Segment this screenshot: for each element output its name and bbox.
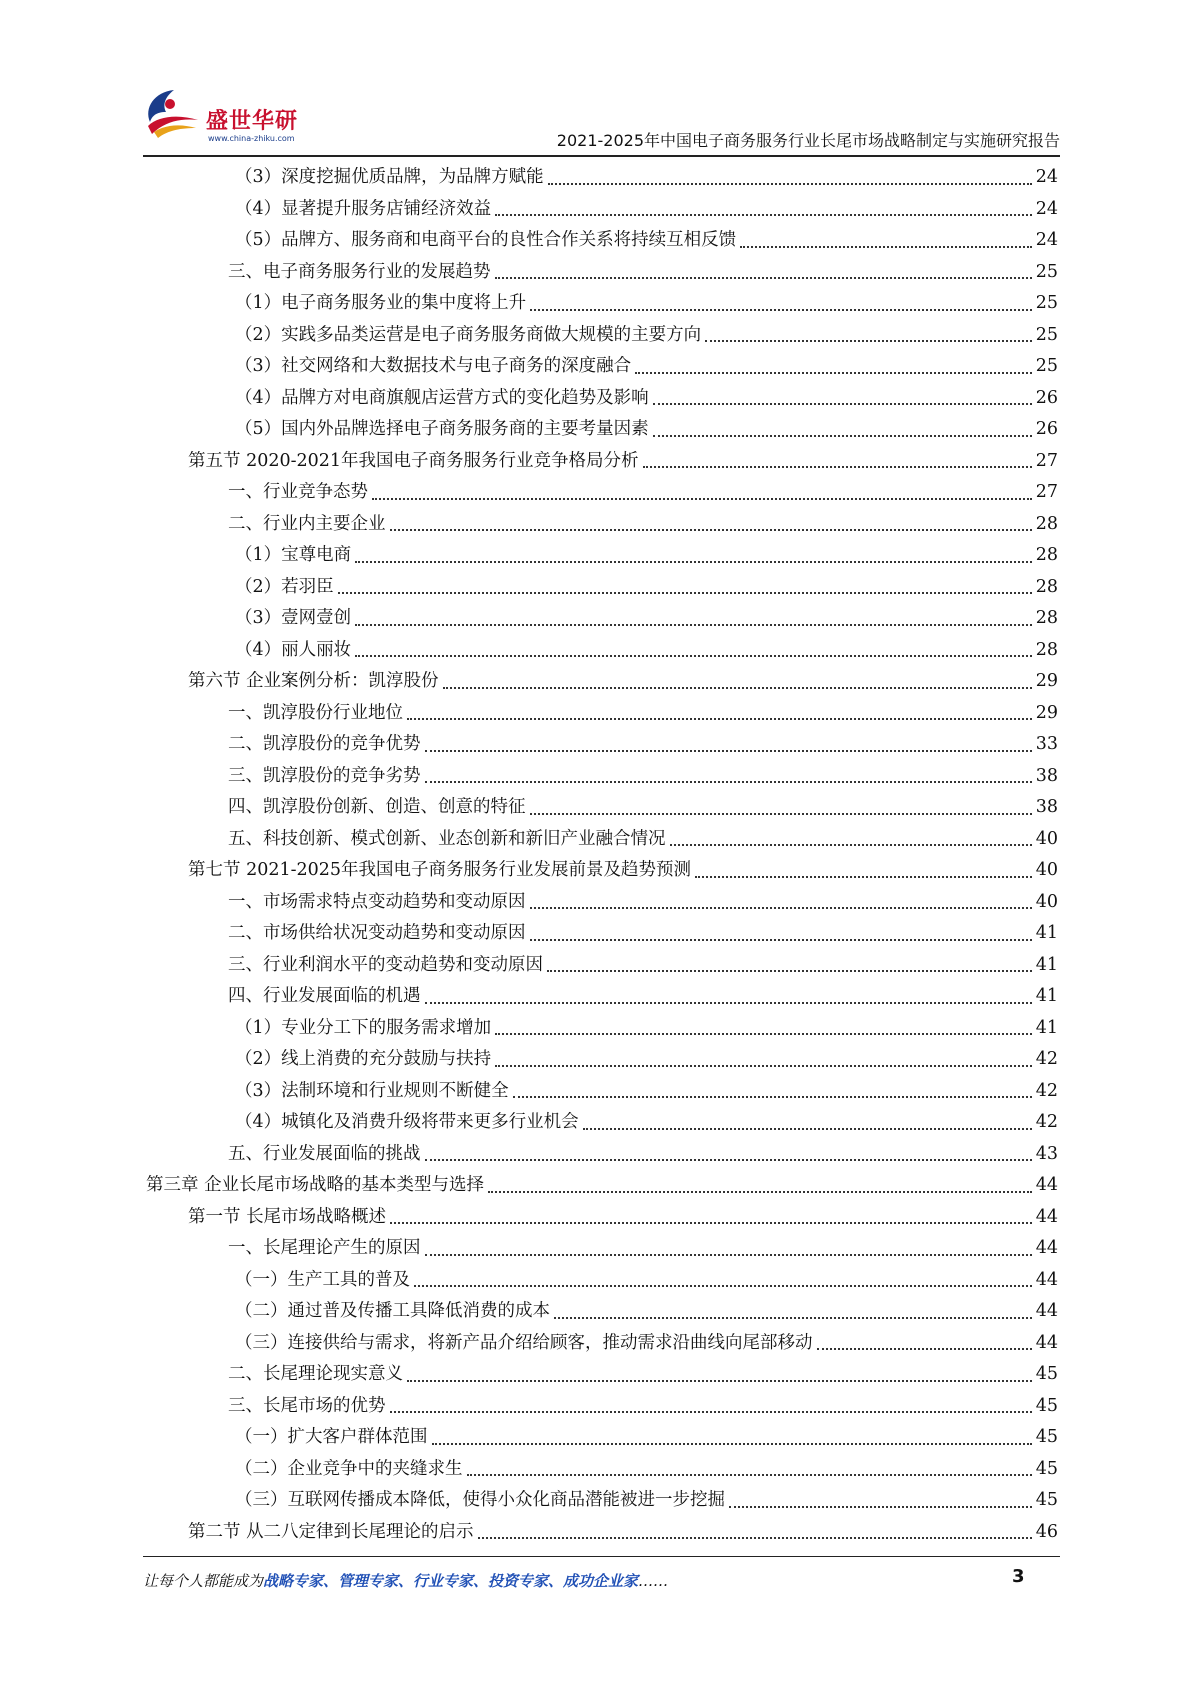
toc-entry[interactable] bbox=[146, 1359, 1058, 1391]
footer-prefix: 让每个人都能成为 bbox=[143, 1572, 264, 1590]
toc-entry[interactable] bbox=[146, 1391, 1058, 1423]
toc-entry[interactable] bbox=[146, 1139, 1058, 1171]
toc-leader-dots bbox=[695, 876, 1032, 878]
toc-leader-dots bbox=[443, 687, 1032, 689]
toc-entry-page: 46 bbox=[1035, 1521, 1058, 1542]
toc-entry-title: 四、行业发展面临的机遇 bbox=[228, 986, 421, 1006]
toc-entry-title: （3）深度挖掘优质品牌，为品牌方赋能 bbox=[235, 167, 544, 187]
toc-leader-dots bbox=[740, 246, 1032, 248]
toc-entry-page: 41 bbox=[1035, 954, 1058, 975]
toc-entry-title: （3）社交网络和大数据技术与电子商务的深度融合 bbox=[235, 356, 632, 376]
toc-leader-dots bbox=[495, 1065, 1032, 1067]
toc-entry-page: 28 bbox=[1035, 608, 1058, 628]
toc-entry-title: 四、凯淳股份创新、创造、创意的特征 bbox=[228, 797, 526, 817]
footer-suffix: …… bbox=[638, 1572, 669, 1590]
toc-leader-dots bbox=[548, 183, 1032, 185]
toc-entry[interactable] bbox=[146, 383, 1058, 415]
toc-entry-page: 45 bbox=[1035, 1490, 1058, 1510]
toc-entry-title: （三）连接供给与需求，将新产品介绍给顾客，推动需求沿曲线向尾部移动 bbox=[235, 1332, 813, 1353]
toc-entry-title: （1）专业分工下的服务需求增加 bbox=[235, 1017, 492, 1038]
toc-entry-page: 33 bbox=[1035, 734, 1058, 754]
toc-entry[interactable] bbox=[146, 603, 1058, 635]
document-title: 2021-2025年中国电子商务服务行业长尾市场战略制定与实施研究报告 bbox=[556, 131, 1060, 150]
toc-entry-page: 28 bbox=[1035, 576, 1058, 597]
toc-entry-title: （5）品牌方、服务商和电商平台的良性合作关系将持续互相反馈 bbox=[235, 230, 737, 250]
toc-entry-page: 28 bbox=[1035, 639, 1058, 660]
toc-entry-title: （一）生产工具的普及 bbox=[235, 1269, 410, 1290]
toc-entry[interactable] bbox=[146, 1296, 1058, 1328]
toc-entry-page: 44 bbox=[1035, 1301, 1058, 1321]
toc-leader-dots bbox=[635, 372, 1032, 374]
toc-leader-dots bbox=[355, 655, 1032, 657]
toc-entry-page: 26 bbox=[1035, 387, 1058, 408]
toc-entry-page: 38 bbox=[1035, 797, 1058, 817]
toc-entry-title: （1）电子商务服务业的集中度将上升 bbox=[235, 293, 527, 313]
toc-leader-dots bbox=[414, 1285, 1032, 1287]
toc-entry[interactable] bbox=[146, 950, 1058, 982]
toc-leader-dots bbox=[643, 466, 1032, 468]
toc-leader-dots bbox=[425, 1159, 1032, 1161]
toc-entry[interactable] bbox=[146, 1328, 1058, 1360]
toc-entry-page: 44 bbox=[1035, 1332, 1058, 1353]
toc-leader-dots bbox=[530, 939, 1032, 941]
toc-entry-page: 45 bbox=[1035, 1364, 1058, 1384]
toc-entry-page: 29 bbox=[1035, 671, 1058, 691]
toc-entry[interactable] bbox=[146, 1265, 1058, 1297]
toc-entry-page: 24 bbox=[1035, 198, 1058, 219]
toc-leader-dots bbox=[530, 907, 1032, 909]
toc-entry[interactable] bbox=[146, 1454, 1058, 1486]
toc-entry-page: 24 bbox=[1035, 167, 1058, 187]
toc-leader-dots bbox=[547, 970, 1032, 972]
toc-entry[interactable] bbox=[146, 351, 1058, 383]
toc-entry[interactable] bbox=[146, 414, 1058, 446]
toc-entry-title: 第六节 企业案例分析：凯淳股份 bbox=[188, 671, 439, 691]
toc-entry[interactable] bbox=[146, 698, 1058, 730]
toc-entry-page: 25 bbox=[1035, 324, 1058, 345]
toc-leader-dots bbox=[653, 435, 1032, 437]
toc-entry-title: 二、凯淳股份的竞争优势 bbox=[228, 734, 421, 754]
toc-leader-dots bbox=[513, 1096, 1032, 1098]
toc-entry-title: （三）互联网传播成本降低，使得小众化商品潜能被进一步挖掘 bbox=[235, 1490, 725, 1510]
toc-entry-page: 41 bbox=[1035, 986, 1058, 1006]
toc-entry-title: （2）若羽臣 bbox=[235, 576, 334, 597]
toc-entry[interactable] bbox=[146, 666, 1058, 698]
toc-entry-title: 一、行业竞争态势 bbox=[228, 482, 368, 502]
toc-entry-title: 三、长尾市场的优势 bbox=[228, 1395, 386, 1416]
toc-leader-dots bbox=[530, 813, 1032, 815]
footer-highlight: 战略专家、管理专家、行业专家、投资专家、成功企业家 bbox=[263, 1572, 639, 1590]
toc-entry-title: 二、行业内主要企业 bbox=[228, 513, 386, 534]
toc-entry-title: （4）丽人丽妆 bbox=[235, 639, 352, 660]
toc-entry[interactable] bbox=[146, 855, 1058, 887]
toc-leader-dots bbox=[407, 718, 1032, 720]
toc-leader-dots bbox=[372, 498, 1032, 500]
toc-entry[interactable] bbox=[146, 1170, 1058, 1202]
toc-leader-dots bbox=[425, 750, 1032, 752]
logo-name: 盛世华研 bbox=[206, 109, 299, 134]
toc-entry[interactable] bbox=[146, 446, 1058, 478]
toc-entry[interactable] bbox=[146, 1107, 1058, 1139]
toc-entry-title: （4）显著提升服务店铺经济效益 bbox=[235, 198, 492, 219]
toc-entry-page: 42 bbox=[1035, 1049, 1058, 1069]
page-number: 3 bbox=[1012, 1566, 1025, 1587]
toc-entry-page: 25 bbox=[1035, 356, 1058, 376]
toc-leader-dots bbox=[729, 1506, 1032, 1508]
toc-entry[interactable] bbox=[146, 981, 1058, 1013]
toc-entry-title: 一、市场需求特点变动趋势和变动原因 bbox=[228, 891, 526, 912]
toc-entry[interactable] bbox=[146, 194, 1058, 226]
toc-entry-title: 二、市场供给状况变动趋势和变动原因 bbox=[228, 923, 526, 943]
toc-entry-page: 42 bbox=[1035, 1080, 1058, 1101]
toc-entry-page: 44 bbox=[1035, 1269, 1058, 1290]
toc-entry-page: 45 bbox=[1035, 1427, 1058, 1447]
toc-leader-dots bbox=[495, 214, 1032, 216]
toc-entry[interactable] bbox=[146, 1013, 1058, 1045]
toc-entry-page: 41 bbox=[1035, 1017, 1058, 1038]
toc-entry-page: 40 bbox=[1035, 860, 1058, 880]
toc-entry-title: （4）城镇化及消费升级将带来更多行业机会 bbox=[235, 1112, 579, 1132]
toc-entry-title: （二）通过普及传播工具降低消费的成本 bbox=[235, 1301, 550, 1321]
toc-leader-dots bbox=[390, 1411, 1032, 1413]
toc-leader-dots bbox=[670, 844, 1032, 846]
toc-entry-page: 41 bbox=[1035, 923, 1058, 943]
toc-entry[interactable] bbox=[146, 1485, 1058, 1517]
toc-entry-page: 40 bbox=[1035, 891, 1058, 912]
toc-entry-page: 45 bbox=[1035, 1458, 1058, 1479]
toc-entry-page: 44 bbox=[1035, 1206, 1058, 1227]
toc-leader-dots bbox=[425, 1002, 1032, 1004]
logo-swoosh-icon bbox=[140, 82, 206, 144]
toc-entry-title: （1）宝尊电商 bbox=[235, 545, 352, 565]
toc-leader-dots bbox=[488, 1191, 1032, 1193]
toc-entry-page: 25 bbox=[1035, 261, 1058, 282]
toc-entry-title: 第二节 从二八定律到长尾理论的启示 bbox=[188, 1521, 474, 1542]
toc-leader-dots bbox=[554, 1317, 1032, 1319]
toc-entry-title: 五、行业发展面临的挑战 bbox=[228, 1143, 421, 1164]
toc-leader-dots bbox=[425, 781, 1032, 783]
toc-entry-page: 27 bbox=[1035, 450, 1058, 471]
toc-entry-title: 第七节 2021-2025年我国电子商务服务行业发展前景及趋势预测 bbox=[188, 860, 692, 880]
toc-entry[interactable] bbox=[146, 918, 1058, 950]
toc-leader-dots bbox=[495, 277, 1032, 279]
toc-leader-dots bbox=[530, 309, 1032, 311]
toc-entry-title: （3）壹网壹创 bbox=[235, 608, 352, 628]
toc-entry[interactable] bbox=[146, 1422, 1058, 1454]
logo-url: www.china-zhiku.com bbox=[208, 134, 295, 143]
toc-entry[interactable] bbox=[146, 1076, 1058, 1108]
toc-entry-page: 40 bbox=[1035, 828, 1058, 849]
toc-entry-title: （一）扩大客户群体范围 bbox=[235, 1427, 428, 1447]
toc-entry-title: 三、凯淳股份的竞争劣势 bbox=[228, 765, 421, 786]
toc-entry-title: 第一节 长尾市场战略概述 bbox=[188, 1206, 387, 1227]
toc-leader-dots bbox=[705, 340, 1032, 342]
toc-entry-title: （3）法制环境和行业规则不断健全 bbox=[235, 1080, 509, 1101]
toc-entry[interactable] bbox=[146, 635, 1058, 667]
toc-entry-title: （5）国内外品牌选择电子商务服务商的主要考量因素 bbox=[235, 419, 649, 439]
toc-entry-title: 二、长尾理论现实意义 bbox=[228, 1364, 403, 1384]
toc-leader-dots bbox=[653, 403, 1032, 405]
toc-entry-title: 第五节 2020-2021年我国电子商务服务行业竞争格局分析 bbox=[188, 450, 639, 471]
toc-entry[interactable] bbox=[146, 257, 1058, 289]
toc-entry[interactable] bbox=[146, 1044, 1058, 1076]
toc-leader-dots bbox=[817, 1348, 1032, 1350]
toc-entry-page: 28 bbox=[1035, 545, 1058, 565]
toc-entry[interactable] bbox=[146, 792, 1058, 824]
toc-entry[interactable] bbox=[146, 887, 1058, 919]
toc-entry-title: 一、长尾理论产生的原因 bbox=[228, 1238, 421, 1258]
toc-entry-page: 28 bbox=[1035, 513, 1058, 534]
toc-entry[interactable] bbox=[146, 225, 1058, 257]
toc-entry-title: （2）实践多品类运营是电子商务服务商做大规模的主要方向 bbox=[235, 324, 702, 345]
toc-leader-dots bbox=[478, 1537, 1032, 1539]
toc-leader-dots bbox=[407, 1380, 1032, 1382]
header-divider bbox=[143, 155, 1060, 157]
toc-leader-dots bbox=[338, 592, 1032, 594]
toc-entry[interactable] bbox=[146, 1202, 1058, 1234]
toc-entry-page: 44 bbox=[1035, 1238, 1058, 1258]
toc-entry-page: 24 bbox=[1035, 230, 1058, 250]
toc-leader-dots bbox=[495, 1033, 1032, 1035]
toc-leader-dots bbox=[390, 1222, 1032, 1224]
toc-entry[interactable] bbox=[146, 288, 1058, 320]
toc-entry[interactable] bbox=[146, 320, 1058, 352]
toc-leader-dots bbox=[390, 529, 1032, 531]
toc-entry-title: 五、科技创新、模式创新、业态创新和新旧产业融合情况 bbox=[228, 828, 666, 849]
footer-divider bbox=[143, 1556, 1060, 1557]
toc-entry[interactable] bbox=[146, 509, 1058, 541]
toc-entry[interactable] bbox=[146, 540, 1058, 572]
toc-entry[interactable] bbox=[146, 477, 1058, 509]
footer-slogan bbox=[143, 1570, 668, 1591]
toc-leader-dots bbox=[355, 624, 1032, 626]
toc-entry-page: 29 bbox=[1035, 702, 1058, 723]
toc-leader-dots bbox=[467, 1474, 1032, 1476]
toc-entry-title: （二）企业竞争中的夹缝求生 bbox=[235, 1458, 463, 1479]
toc-entry-page: 45 bbox=[1035, 1395, 1058, 1416]
toc-entry-title: （2）线上消费的充分鼓励与扶持 bbox=[235, 1049, 492, 1069]
toc-entry-page: 42 bbox=[1035, 1112, 1058, 1132]
toc-leader-dots bbox=[355, 561, 1032, 563]
toc-leader-dots bbox=[432, 1443, 1032, 1445]
toc-entry-title: 一、凯淳股份行业地位 bbox=[228, 702, 403, 723]
toc-entry-title: （4）品牌方对电商旗舰店运营方式的变化趋势及影响 bbox=[235, 387, 649, 408]
toc-entry-page: 27 bbox=[1035, 482, 1058, 502]
toc-entry-page: 38 bbox=[1035, 765, 1058, 786]
toc-entry[interactable] bbox=[146, 572, 1058, 604]
company-logo bbox=[140, 82, 330, 148]
toc-entry-title: 第三章 企业长尾市场战略的基本类型与选择 bbox=[146, 1175, 485, 1195]
toc-entry-page: 26 bbox=[1035, 419, 1058, 439]
toc-entry-title: 三、行业利润水平的变动趋势和变动原因 bbox=[228, 954, 543, 975]
toc-entry-page: 43 bbox=[1035, 1143, 1058, 1164]
page-header bbox=[140, 82, 1060, 154]
toc-entry[interactable] bbox=[146, 761, 1058, 793]
toc-leader-dots bbox=[583, 1128, 1032, 1130]
toc-entry[interactable] bbox=[146, 729, 1058, 761]
table-of-contents bbox=[146, 162, 1058, 1548]
toc-entry[interactable] bbox=[146, 1517, 1058, 1549]
toc-entry[interactable] bbox=[146, 1233, 1058, 1265]
toc-entry-page: 44 bbox=[1035, 1175, 1058, 1195]
toc-leader-dots bbox=[425, 1254, 1032, 1256]
toc-entry-title: 三、电子商务服务行业的发展趋势 bbox=[228, 261, 491, 282]
toc-entry-page: 25 bbox=[1035, 293, 1058, 313]
toc-entry[interactable] bbox=[146, 824, 1058, 856]
toc-entry[interactable] bbox=[146, 162, 1058, 194]
